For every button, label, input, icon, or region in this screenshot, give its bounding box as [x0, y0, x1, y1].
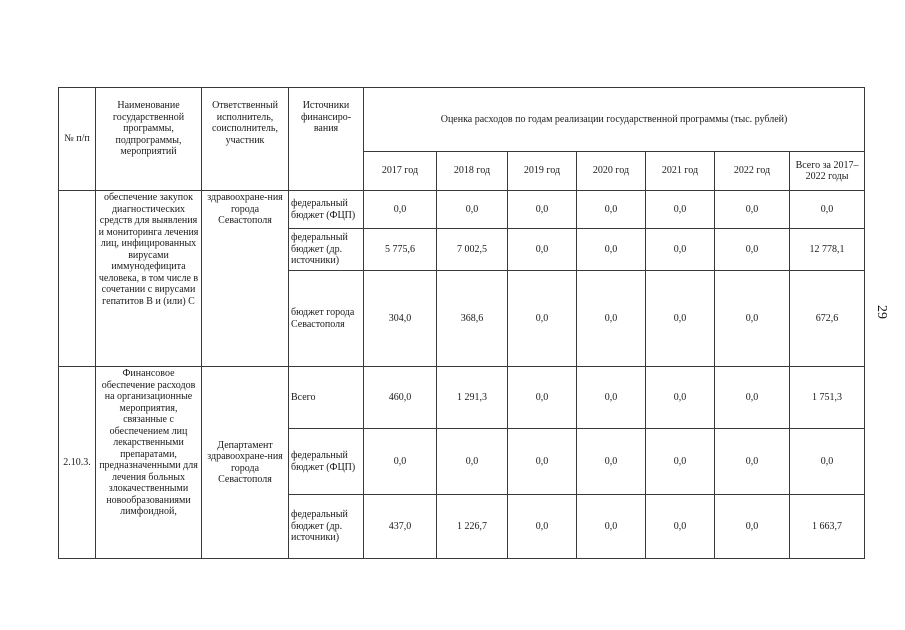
value-cell: 0,0 [508, 367, 577, 429]
value-cell: 0,0 [715, 429, 790, 495]
value-cell: 0,0 [577, 367, 646, 429]
header-year-2018: 2018 год [437, 152, 508, 191]
value-cell: 0,0 [715, 495, 790, 559]
header-row-1 [59, 88, 865, 152]
value-cell: 1 226,7 [437, 495, 508, 559]
budget-table [58, 87, 865, 559]
value-cell: 0,0 [508, 429, 577, 495]
value-cell: 0,0 [790, 191, 865, 229]
header-year-total: Всего за 2017–2022 годы [790, 152, 865, 191]
value-cell: 0,0 [715, 229, 790, 271]
value-cell: 0,0 [437, 191, 508, 229]
value-cell: 672,6 [790, 271, 865, 367]
value-cell: 0,0 [577, 229, 646, 271]
value-cell: 7 002,5 [437, 229, 508, 271]
table-row [59, 367, 865, 429]
value-cell: 0,0 [790, 429, 865, 495]
table-row [59, 191, 865, 229]
value-cell: 1 291,3 [437, 367, 508, 429]
funding-source: бюджет города Севастополя [289, 271, 364, 367]
header-estimate: Оценка расходов по годам реализации государственной программы (тыс. рублей) [364, 88, 865, 152]
executor: здравоохране-ния города Севастополя [202, 191, 289, 367]
funding-source: федеральный бюджет (ФЦП) [289, 429, 364, 495]
executor: Департамент здравоохране-ния города Севастополя [202, 367, 289, 559]
value-cell: 304,0 [364, 271, 437, 367]
funding-source: федеральный бюджет (ФЦП) [289, 191, 364, 229]
value-cell: 0,0 [508, 191, 577, 229]
funding-source: Всего [289, 367, 364, 429]
value-cell: 0,0 [646, 495, 715, 559]
funding-source: федеральный бюджет (др. источники) [289, 229, 364, 271]
header-source: Источники финансиро-вания [289, 88, 364, 191]
value-cell: 460,0 [364, 367, 437, 429]
value-cell: 0,0 [715, 271, 790, 367]
value-cell: 0,0 [646, 367, 715, 429]
value-cell: 0,0 [577, 191, 646, 229]
value-cell: 0,0 [646, 191, 715, 229]
row-num [59, 191, 96, 367]
value-cell: 437,0 [364, 495, 437, 559]
header-year-2017: 2017 год [364, 152, 437, 191]
value-cell: 0,0 [646, 229, 715, 271]
value-cell: 0,0 [364, 191, 437, 229]
value-cell: 1 751,3 [790, 367, 865, 429]
measure-name: Финансовое обеспечение расходов на организационные мероприятия, связанные с обеспечением лиц лекарственными препаратами, предназначенными для лечения больных злокачественными новообразованиями лимфоидной, [96, 367, 202, 559]
value-cell: 0,0 [715, 191, 790, 229]
row-num: 2.10.3. [59, 367, 96, 559]
value-cell: 0,0 [577, 429, 646, 495]
header-name: Наименование государственной программы, подпрограммы, мероприятий [96, 88, 202, 191]
header-year-2020: 2020 год [577, 152, 646, 191]
value-cell: 0,0 [715, 367, 790, 429]
value-cell: 0,0 [508, 271, 577, 367]
value-cell: 0,0 [577, 495, 646, 559]
funding-source: федеральный бюджет (др. источники) [289, 495, 364, 559]
header-year-2019: 2019 год [508, 152, 577, 191]
value-cell: 368,6 [437, 271, 508, 367]
measure-name: обеспечение закупок диагностических средств для выявления и мониторинга лечения лиц, инфицированных вирусами иммунодефицита человека, в том числе в сочетании с вирусами гепатитов В и (или) С [96, 191, 202, 367]
header-num: № п/п [59, 88, 96, 191]
header-executor: Ответственный исполнитель, соисполнитель, участник [202, 88, 289, 191]
header-year-2021: 2021 год [646, 152, 715, 191]
value-cell: 12 778,1 [790, 229, 865, 271]
value-cell: 5 775,6 [364, 229, 437, 271]
value-cell: 0,0 [577, 271, 646, 367]
page-number: 29 [874, 305, 889, 319]
value-cell: 0,0 [508, 229, 577, 271]
header-year-2022: 2022 год [715, 152, 790, 191]
value-cell: 0,0 [646, 271, 715, 367]
value-cell: 1 663,7 [790, 495, 865, 559]
value-cell: 0,0 [508, 495, 577, 559]
value-cell: 0,0 [646, 429, 715, 495]
value-cell: 0,0 [364, 429, 437, 495]
value-cell: 0,0 [437, 429, 508, 495]
